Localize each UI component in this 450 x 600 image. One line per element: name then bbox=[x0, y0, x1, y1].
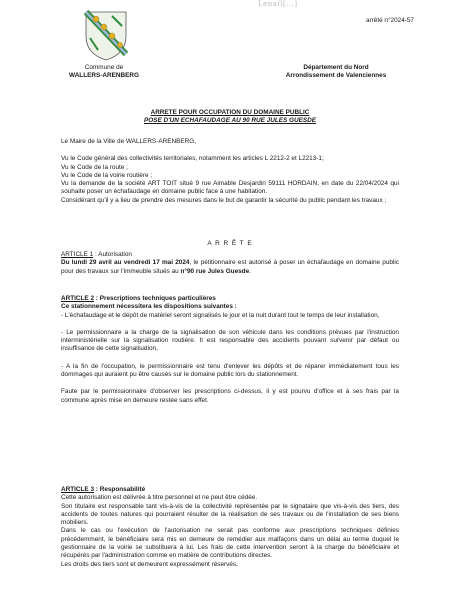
article-2-heading-rest: : Prescriptions techniques particulières bbox=[94, 295, 216, 302]
vu-cgct: Vu le Code général des collectivités territoriales, notamment les articles L 2212-2 et L2213-1; bbox=[61, 155, 324, 163]
article-3-p3: Dans le cas ou l'exécution de l'autorisation ne serait pas conforme aux prescriptions techniques définies précédemment, le bénéficiaire sera mis en demeure de remédier aux malfaçons dans un délai au terme duquel le gestionnaire de la voirie se substituera à lui. Les frais de cette intervention seront à la charge du bénéficiaire et récupérés par l'administration comme en matière de contributions directes. bbox=[61, 527, 399, 560]
article-3-heading-rest: : Responsabilité bbox=[94, 486, 146, 493]
commune-block bbox=[40, 64, 168, 81]
title-line-2: POSE D'UN ECHAFAUDAGE AU 90 RUE JULES GUESDE bbox=[143, 117, 317, 125]
handwritten-note: Lenaïl[...] bbox=[258, 0, 298, 8]
article-2-item-1: - L'échafaudage et le dépôt de matériel seront signalisés le jour et la nuit durant tout le temps de leur installation, bbox=[61, 311, 380, 319]
article-3-p2: Son titulaire est responsable tant vis-à-vis de la collectivité représentée par le signataire que vis-à-vis des tiers, des accidents de toutes natures qui pourraient résulter de la réalisation de ses travaux ou de l'installation de ses biens mobiliers. bbox=[61, 502, 399, 527]
article-3-p4: Les droits des tiers sont et demeurent expressément réservés. bbox=[61, 560, 238, 568]
article-3-p1: Cette autorisation est délivrée à titre personnel et ne peut être cédée. bbox=[61, 494, 258, 502]
article-1-address: n°90 rue Jules Guesde bbox=[180, 267, 250, 275]
maire-line: Le Maire de la Ville de WALLERS-ARENBERG, bbox=[61, 138, 196, 145]
considerant: Considérant qu'il y a lieu de prendre des mesures dans le but de garantir la sécurité du public pendant les travaux ; bbox=[61, 196, 387, 204]
article-1-heading: ARTICLE 1 bbox=[61, 251, 94, 258]
article-2-item-3: - A la fin de l'occupation, le permissionnaire est tenu d'enlever les dépôts et de réparer immédiatement tous les dommages qui auraient pu être causés sur le domaine public lors du stationnement. bbox=[61, 362, 399, 379]
article-2-subheading: Ce stationnement nécessitera les dispositions suivantes : bbox=[61, 303, 237, 311]
article-3-heading: ARTICLE 3 bbox=[61, 486, 95, 493]
vu-code-route: Vu le Code de la route ; bbox=[61, 163, 128, 171]
department-name: Département du Nord bbox=[303, 64, 369, 71]
commune-crest-logo bbox=[82, 8, 130, 62]
preamble bbox=[61, 138, 399, 205]
document-title bbox=[61, 109, 399, 126]
commune-name: WALLERS-ARENBERG bbox=[69, 72, 139, 80]
article-1-heading-rest: : Autorisation bbox=[93, 251, 132, 258]
article-3 bbox=[61, 486, 399, 569]
article-1-text-b: . bbox=[249, 267, 251, 275]
article-1-dates: Du lundi 29 avril au vendredi 17 mai 2024 bbox=[61, 259, 190, 267]
arrete-number: arrêté n°2024-57 bbox=[365, 17, 414, 24]
article-1 bbox=[61, 251, 399, 276]
commune-label: Commune de bbox=[84, 64, 124, 71]
department-block bbox=[258, 64, 414, 81]
article-2-heading: ARTICLE 2 bbox=[61, 295, 95, 302]
vu-code-voirie: Vu le Code de la voirie routière ; bbox=[61, 171, 153, 179]
article-2-item-2: - Le permissionnaire a la charge de la signalisation de son véhicule dans les conditions prévues par l'instruction interministérielle sur la signalisation routière. Il est responsable des accidents pouvant survenir par défaut ou insuffisance de cette signalisation, bbox=[61, 328, 399, 353]
article-2 bbox=[61, 295, 399, 405]
article-1-text-a: , le pétitionnaire est autorisé à poser un échafaudage en domaine public pour des travaux sur l'immeuble situés au bbox=[61, 259, 399, 275]
title-line-1: ARRETE POUR OCCUPATION DU DOMAINE PUBLIC bbox=[150, 109, 310, 116]
article-2-closing: Faute par le permissionnaire d'observer les prescriptions ci-dessus, il y est pourvu d'office et à ses frais par la commune après mise en demeure restée sans effet. bbox=[61, 388, 399, 404]
vu-demande: Vu la demande de la société ART TOIT situé 9 rue Aimable Desjardin 59111 HORDAIN, en date du 22/04/2024 qui souhaite poser un échafaudage en domaine public face à une habitation. bbox=[61, 180, 399, 196]
arrete-heading: A R R Ê T E bbox=[207, 240, 253, 247]
arrondissement-name: Arrondissement de Valenciennes bbox=[285, 72, 387, 80]
